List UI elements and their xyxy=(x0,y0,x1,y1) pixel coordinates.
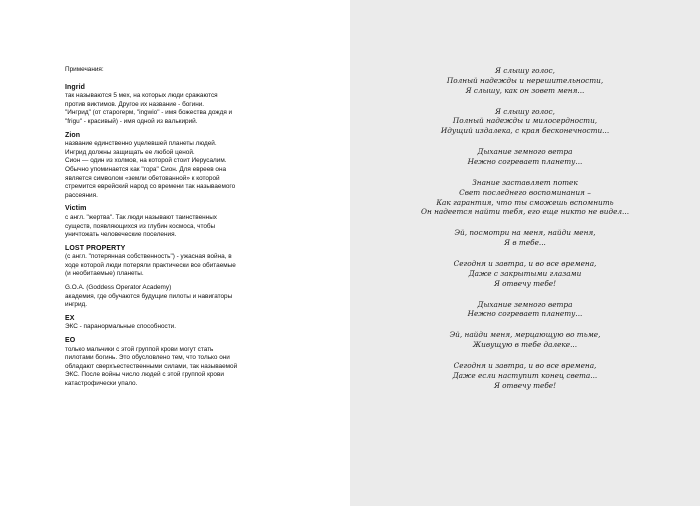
note-entry xyxy=(65,315,330,332)
lyric-stanza xyxy=(350,361,700,390)
note-entry xyxy=(65,84,330,127)
note-definition: так называются 5 мех, на которых люди сражаются против виктимов. Другое их название - богини. "Ингрид" (от старогерм, "ingwio" - имя божества дождя и "frigu" - красивый) - имя одной из валькирий. xyxy=(65,92,233,125)
lyric-line: Я слышу голос, xyxy=(495,66,555,75)
note-entry xyxy=(65,337,330,389)
lyric-line: Даже с закрытыми глазами xyxy=(468,268,582,278)
note-term: Victim xyxy=(65,205,87,213)
right-page xyxy=(350,0,700,506)
lyric-line: Дыхание земного ветра xyxy=(477,147,573,157)
note-definition: только мальчики с этой группой крови могут стать пилотами богинь. Это обусловлено тем, что только они обладают сверхъестественными силами, так называемой ЭКС. После войны число людей с этой группой крови катастрофически упало. xyxy=(65,345,238,387)
lyric-stanza xyxy=(350,147,700,167)
note-entry xyxy=(65,245,330,279)
lyric-line: Эй, посмотри на меня, найди меня, xyxy=(454,228,596,238)
lyric-line: Я в тебе... xyxy=(504,238,546,248)
note-term: Ingrid xyxy=(65,83,86,91)
lyric-line: Полный надежды и милосердности, xyxy=(452,116,598,126)
lyric-line: Я слышу голос, xyxy=(495,106,555,116)
note-term: LOST PROPERTY xyxy=(65,244,126,252)
lyric-stanza xyxy=(350,259,700,288)
lyric-line: Полный надежды и нерешительности, xyxy=(446,75,604,85)
lyric-line: Знание заставляет потек xyxy=(472,177,578,187)
lyric-line: Даже если наступит конец света... xyxy=(452,371,598,381)
lyric-line: Дыхание земного ветра xyxy=(477,299,573,309)
note-definition: название единственно уцелевшей планеты людей. Ингрид должны защищать ее любой ценой. Сион — один из холмов, на которой стоит Иерусалим. Обычно упоминается как "гора" Сион. Для евреев она является символом «земли обетованной» к которой стремится еврейский народ со времени так называемого рассеяния. xyxy=(65,140,236,199)
lyric-line: Я отвечу тебе! xyxy=(493,380,557,390)
note-definition: (с англ. "потерянная собственность") - ужасная война, в ходе которой люди потеряли практически все обитаемые (и необитаемые) планеты. xyxy=(65,253,236,278)
lyric-stanza xyxy=(350,178,700,217)
lyric-line: Он надеется найти тебя, его еще никто не видел... xyxy=(420,207,630,217)
note-term: EO xyxy=(65,337,76,345)
note-term: EX xyxy=(65,314,75,322)
lyric-stanza xyxy=(350,330,700,350)
note-definition: G.O.A. (Goddess Operator Academy) академия, где обучаются будущие пилоты и навигаторы ингрид. xyxy=(65,284,233,309)
lyric-line: Сегодня и завтра, и во все времена, xyxy=(453,259,597,269)
lyric-line: Идущий издалека, с края бесконечности... xyxy=(440,126,610,136)
note-entry xyxy=(65,132,330,201)
lyric-line: Нежно согревает планету... xyxy=(467,309,583,319)
lyric-line: Как гарантия, что ты сможешь вспомнить xyxy=(436,197,614,207)
lyric-line: Эй, найди меня, мерцающую во тьме, xyxy=(449,330,601,340)
lyrics-section xyxy=(350,66,700,402)
note-term: Zion xyxy=(65,131,81,139)
note-definition: ЭКС - паранормальные способности. xyxy=(65,323,176,331)
lyric-stanza xyxy=(350,107,700,136)
lyric-stanza xyxy=(350,300,700,320)
lyric-line: Нежно согревает планету... xyxy=(467,156,583,166)
lyric-line: Живущую в тебе далеке... xyxy=(472,340,578,350)
lyric-stanza xyxy=(350,66,700,95)
lyric-stanza xyxy=(350,228,700,248)
note-entry xyxy=(65,284,330,310)
notes-heading: Примечания: xyxy=(65,66,104,73)
notes-section xyxy=(65,66,330,394)
lyric-line: Я отвечу тебе! xyxy=(493,278,557,288)
lyric-line: Свет последнего воспоминания – xyxy=(459,187,591,197)
note-entry xyxy=(65,205,330,239)
lyric-line: Сегодня и завтра, и во все времена, xyxy=(453,361,597,371)
lyric-line: Я слышу, как он зовет меня... xyxy=(465,85,585,95)
note-definition: с англ. "жертва". Так люди называют таинственных существ, появляющихся из глубин космоса, чтобы уничтожать человеческие поселения. xyxy=(65,213,217,239)
